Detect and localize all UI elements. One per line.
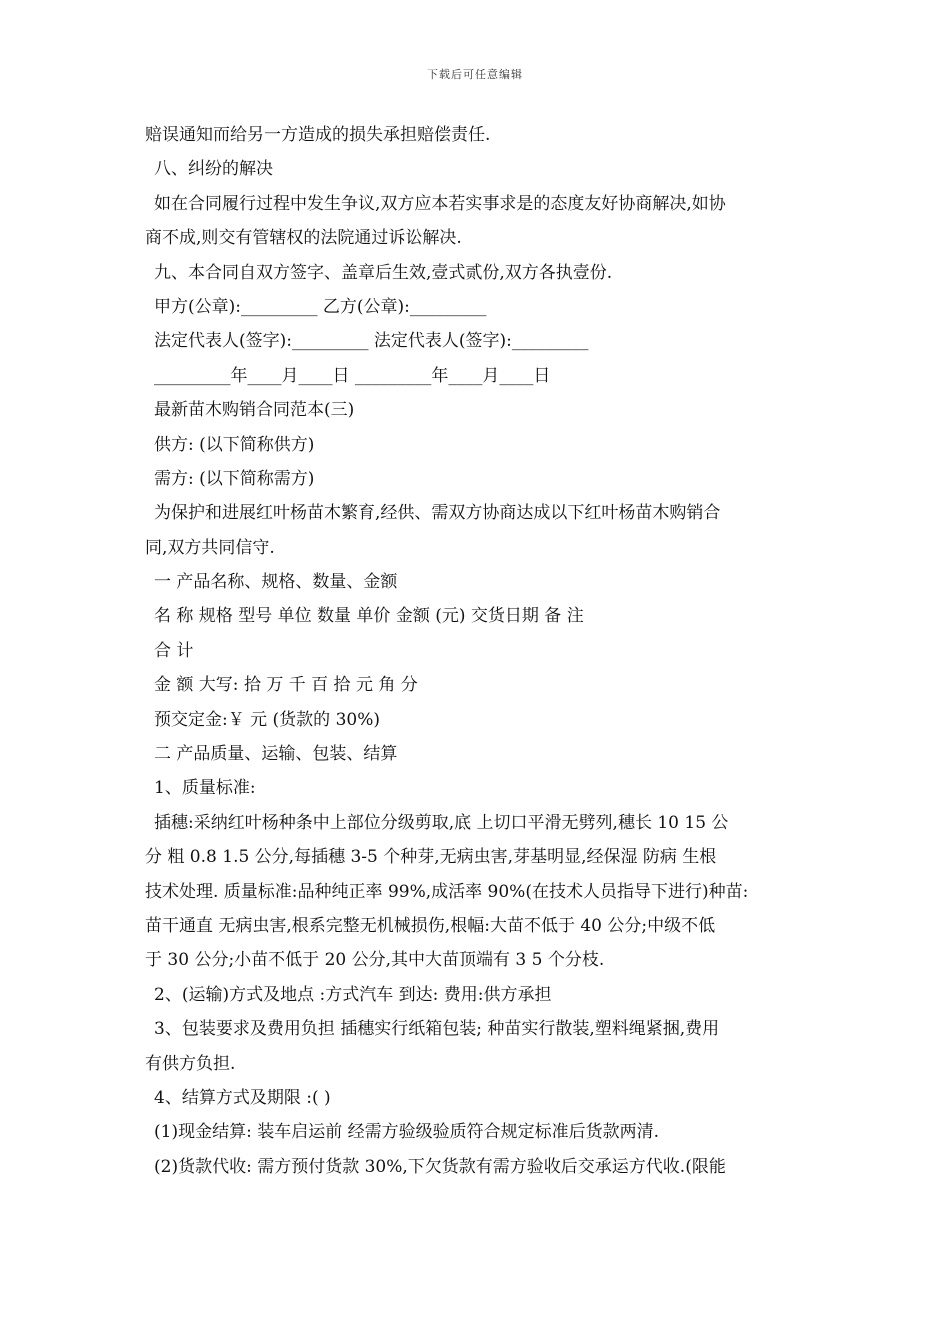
text-line: 苗干通直 无病虫害,根系完整无机械损伤,根幅:大苗不低于 40 公分;中级不低 — [145, 915, 716, 936]
signature-line: 甲方(公章):_________ 乙方(公章):_________ — [154, 296, 487, 317]
text-line: 商不成,则交有管辖权的法院通过诉讼解决. — [145, 228, 462, 249]
text-line: 同,双方共同信守. — [145, 537, 275, 558]
subsection-heading: 3、包装要求及费用负担 插穗实行纸箱包装; 种苗实行散装,塑料绳紧捆,费用 — [154, 1019, 720, 1040]
section-heading: 八、纠纷的解决 — [154, 159, 273, 180]
document-title: 最新苗木购销合同范本(三) — [154, 400, 355, 421]
text-line: 如在合同履行过程中发生争议,双方应本若实事求是的态度友好协商解决,如协 — [154, 193, 726, 214]
signature-line: 法定代表人(签字):_________ 法定代表人(签字):_________ — [154, 331, 589, 352]
text-line: 预交定金:￥ 元 (货款的 30%) — [154, 709, 380, 730]
text-line: 插穗:采纳红叶杨种条中上部位分级剪取,底 上切口平滑无劈列,穗长 10 15 公 — [154, 812, 729, 833]
table-header-line: 名 称 规格 型号 单位 数量 单价 金额 (元) 交货日期 备 注 — [154, 606, 584, 627]
subsection-heading: 4、结算方式及期限 :( ) — [154, 1087, 331, 1108]
party-line: 供方: (以下简称供方) — [154, 434, 315, 455]
section-heading: 一 产品名称、规格、数量、金额 — [154, 572, 398, 593]
list-item: (1)现金结算: 装车启运前 经需方验级验质符合规定标准后货款两清. — [154, 1122, 660, 1143]
document-body — [145, 118, 815, 1184]
text-line: 分 粗 0.8 1.5 公分,每插穗 3-5 个种芽,无病虫害,芽基明显,经保湿 防病 生根 — [145, 847, 717, 868]
date-line: _________年____月____日 _________年____月____日 — [154, 365, 551, 386]
section-heading: 九、本合同自双方签字、盖章后生效,壹式贰份,双方各执壹份. — [154, 262, 613, 283]
subsection-heading: 1、质量标准: — [154, 778, 256, 799]
list-item: (2)货款代收: 需方预付货款 30%,下欠货款有需方验收后交承运方代收.(限能 — [154, 1156, 726, 1177]
party-line: 需方: (以下简称需方) — [154, 468, 315, 489]
text-line: 技术处理. 质量标准:品种纯正率 99%,成活率 90%(在技术人员指导下进行)种苗: — [145, 881, 749, 902]
text-line: 合 计 — [154, 640, 194, 661]
text-line: 金 额 大写: 拾 万 千 百 拾 元 角 分 — [154, 675, 418, 696]
text-line: 有供方负担. — [145, 1053, 236, 1074]
text-line: 为保护和进展红叶杨苗木繁育,经供、需双方协商达成以下红叶杨苗木购销合 — [154, 503, 721, 524]
page-header: 下载后可任意编辑 — [427, 68, 523, 81]
text-line: 于 30 公分;小苗不低于 20 公分,其中大苗顶端有 3 5 个分枝. — [145, 950, 605, 971]
section-heading: 二 产品质量、运输、包装、结算 — [154, 744, 398, 765]
text-line: 赔误通知而给另一方造成的损失承担赔偿责任. — [145, 125, 491, 145]
subsection-heading: 2、(运输)方式及地点 :方式汽车 到达: 费用:供方承担 — [154, 984, 552, 1005]
